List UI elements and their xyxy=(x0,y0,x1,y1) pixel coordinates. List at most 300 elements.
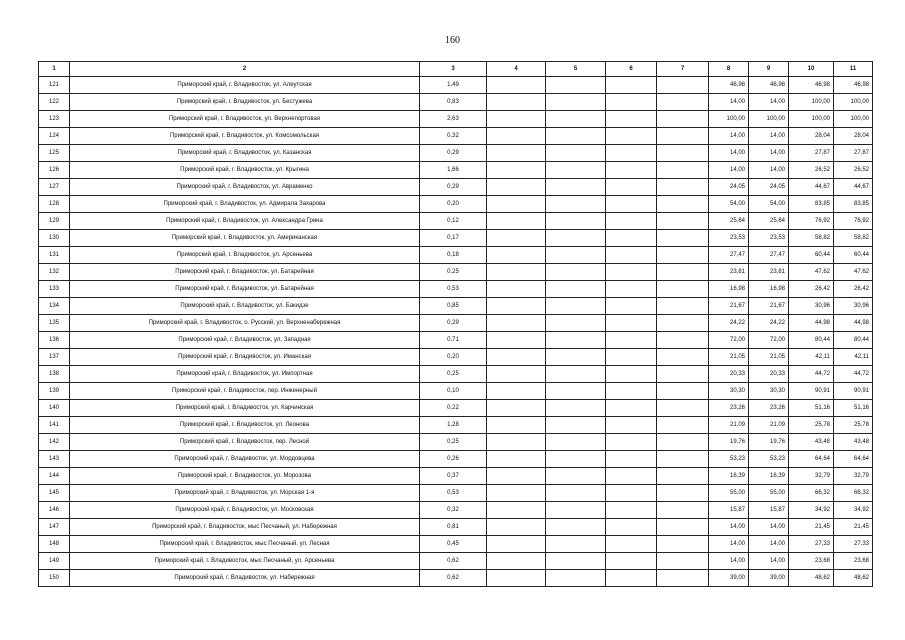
value-cell-9: 14,00 xyxy=(749,145,789,162)
value-cell-11: 47,62 xyxy=(834,264,873,281)
address-cell: Приморский край, г. Владивосток, ул. Алеутская xyxy=(70,77,420,94)
table-row xyxy=(39,349,873,366)
value-cell-9: 14,00 xyxy=(749,536,789,553)
address-cell: Приморский край, г. Владивосток, ул. Набережная xyxy=(70,570,420,587)
value-cell-3: 0,37 xyxy=(420,468,487,485)
empty-cell-6 xyxy=(606,264,657,281)
row-number-cell: 141 xyxy=(39,417,70,434)
value-cell-10: 46,98 xyxy=(789,77,834,94)
address-cell: Приморский край, г. Владивосток, ул. Комсомольская xyxy=(70,128,420,145)
value-cell-11: 25,78 xyxy=(834,417,873,434)
empty-cell-5 xyxy=(546,383,606,400)
table-row xyxy=(39,247,873,264)
table-row xyxy=(39,230,873,247)
address-cell: Приморский край, г. Владивосток, ул. Карчинская xyxy=(70,400,420,417)
value-cell-9: 27,47 xyxy=(749,247,789,264)
row-number-cell: 144 xyxy=(39,468,70,485)
empty-cell-6 xyxy=(606,298,657,315)
value-cell-9: 23,53 xyxy=(749,230,789,247)
value-cell-3: 0,71 xyxy=(420,332,487,349)
empty-cell-6 xyxy=(606,451,657,468)
value-cell-11: 43,48 xyxy=(834,434,873,451)
value-cell-3: 0,53 xyxy=(420,281,487,298)
value-cell-3: 0,83 xyxy=(420,94,487,111)
empty-cell-5 xyxy=(546,332,606,349)
value-cell-8: 46,98 xyxy=(709,77,749,94)
column-header-8: 8 xyxy=(709,62,749,77)
value-cell-10: 26,42 xyxy=(789,281,834,298)
empty-cell-6 xyxy=(606,383,657,400)
empty-cell-7 xyxy=(657,77,709,94)
empty-cell-6 xyxy=(606,77,657,94)
empty-cell-6 xyxy=(606,179,657,196)
table-row xyxy=(39,519,873,536)
empty-cell-7 xyxy=(657,451,709,468)
row-number-cell: 133 xyxy=(39,281,70,298)
value-cell-11: 32,79 xyxy=(834,468,873,485)
value-cell-11: 27,33 xyxy=(834,536,873,553)
value-cell-11: 30,96 xyxy=(834,298,873,315)
value-cell-3: 0,22 xyxy=(420,400,487,417)
row-number-cell: 136 xyxy=(39,332,70,349)
empty-cell-7 xyxy=(657,145,709,162)
value-cell-3: 0,12 xyxy=(420,213,487,230)
value-cell-3: 0,17 xyxy=(420,230,487,247)
empty-cell-7 xyxy=(657,179,709,196)
empty-cell-7 xyxy=(657,162,709,179)
value-cell-10: 34,92 xyxy=(789,502,834,519)
empty-cell-4 xyxy=(487,179,546,196)
value-cell-3: 0,29 xyxy=(420,315,487,332)
empty-cell-6 xyxy=(606,502,657,519)
column-header-1: 1 xyxy=(39,62,70,77)
empty-cell-4 xyxy=(487,383,546,400)
row-number-cell: 150 xyxy=(39,570,70,587)
empty-cell-6 xyxy=(606,417,657,434)
value-cell-3: 0,29 xyxy=(420,145,487,162)
empty-cell-7 xyxy=(657,230,709,247)
value-cell-10: 48,62 xyxy=(789,570,834,587)
row-number-cell: 142 xyxy=(39,434,70,451)
empty-cell-6 xyxy=(606,570,657,587)
empty-cell-6 xyxy=(606,366,657,383)
value-cell-8: 20,33 xyxy=(709,366,749,383)
data-table xyxy=(38,61,873,587)
value-cell-3: 0,18 xyxy=(420,247,487,264)
empty-cell-5 xyxy=(546,485,606,502)
table-row xyxy=(39,400,873,417)
value-cell-10: 26,52 xyxy=(789,162,834,179)
value-cell-3: 0,62 xyxy=(420,570,487,587)
empty-cell-4 xyxy=(487,451,546,468)
empty-cell-6 xyxy=(606,400,657,417)
empty-cell-7 xyxy=(657,400,709,417)
address-cell: Приморский край, г. Владивосток, ул. Батарейная xyxy=(70,281,420,298)
value-cell-11: 66,32 xyxy=(834,485,873,502)
value-cell-9: 21,67 xyxy=(749,298,789,315)
empty-cell-4 xyxy=(487,162,546,179)
empty-cell-5 xyxy=(546,519,606,536)
value-cell-11: 51,16 xyxy=(834,400,873,417)
value-cell-8: 14,00 xyxy=(709,553,749,570)
value-cell-8: 21,05 xyxy=(709,349,749,366)
empty-cell-4 xyxy=(487,145,546,162)
empty-cell-4 xyxy=(487,536,546,553)
column-header-11: 11 xyxy=(834,62,873,77)
value-cell-3: 1,28 xyxy=(420,417,487,434)
table-row xyxy=(39,451,873,468)
empty-cell-5 xyxy=(546,400,606,417)
value-cell-9: 23,26 xyxy=(749,400,789,417)
row-number-cell: 129 xyxy=(39,213,70,230)
address-cell: Приморский край, г. Владивосток, ул. Бакидзе xyxy=(70,298,420,315)
address-cell: Приморский край, г. Владивосток, ул. Крыгина xyxy=(70,162,420,179)
value-cell-8: 14,00 xyxy=(709,128,749,145)
empty-cell-5 xyxy=(546,247,606,264)
value-cell-11: 27,87 xyxy=(834,145,873,162)
value-cell-10: 32,79 xyxy=(789,468,834,485)
empty-cell-5 xyxy=(546,179,606,196)
address-cell: Приморский край, г. Владивосток, мыс Песчаный, ул. Лесная xyxy=(70,536,420,553)
empty-cell-6 xyxy=(606,434,657,451)
value-cell-11: 34,92 xyxy=(834,502,873,519)
empty-cell-4 xyxy=(487,553,546,570)
empty-cell-4 xyxy=(487,247,546,264)
address-cell: Приморский край, г. Владивосток, ул. Батарейная xyxy=(70,264,420,281)
empty-cell-6 xyxy=(606,196,657,213)
empty-cell-5 xyxy=(546,417,606,434)
value-cell-9: 16,98 xyxy=(749,281,789,298)
empty-cell-4 xyxy=(487,485,546,502)
value-cell-10: 30,96 xyxy=(789,298,834,315)
empty-cell-4 xyxy=(487,400,546,417)
column-header-2: 2 xyxy=(70,62,420,77)
value-cell-10: 66,32 xyxy=(789,485,834,502)
row-number-cell: 123 xyxy=(39,111,70,128)
empty-cell-7 xyxy=(657,332,709,349)
value-cell-11: 26,42 xyxy=(834,281,873,298)
value-cell-10: 83,85 xyxy=(789,196,834,213)
empty-cell-4 xyxy=(487,230,546,247)
empty-cell-7 xyxy=(657,213,709,230)
row-number-cell: 145 xyxy=(39,485,70,502)
empty-cell-4 xyxy=(487,264,546,281)
value-cell-8: 23,26 xyxy=(709,400,749,417)
value-cell-9: 100,00 xyxy=(749,111,789,128)
value-cell-9: 14,00 xyxy=(749,553,789,570)
empty-cell-6 xyxy=(606,485,657,502)
empty-cell-4 xyxy=(487,366,546,383)
row-number-cell: 143 xyxy=(39,451,70,468)
empty-cell-4 xyxy=(487,570,546,587)
empty-cell-6 xyxy=(606,145,657,162)
value-cell-8: 16,98 xyxy=(709,281,749,298)
table-row xyxy=(39,162,873,179)
table-row xyxy=(39,264,873,281)
table-row xyxy=(39,417,873,434)
empty-cell-4 xyxy=(487,77,546,94)
value-cell-9: 53,23 xyxy=(749,451,789,468)
empty-cell-5 xyxy=(546,230,606,247)
table-row xyxy=(39,145,873,162)
table-row xyxy=(39,383,873,400)
row-number-cell: 147 xyxy=(39,519,70,536)
value-cell-11: 44,98 xyxy=(834,315,873,332)
value-cell-10: 25,78 xyxy=(789,417,834,434)
value-cell-10: 64,64 xyxy=(789,451,834,468)
table-row xyxy=(39,468,873,485)
value-cell-8: 100,00 xyxy=(709,111,749,128)
value-cell-9: 14,00 xyxy=(749,519,789,536)
empty-cell-5 xyxy=(546,264,606,281)
value-cell-11: 48,62 xyxy=(834,570,873,587)
value-cell-11: 64,64 xyxy=(834,451,873,468)
address-cell: Приморский край, г. Владивосток, ул. Морская 1-я xyxy=(70,485,420,502)
row-number-cell: 127 xyxy=(39,179,70,196)
address-cell: Приморский край, г. Владивосток, ул. Леонова xyxy=(70,417,420,434)
empty-cell-7 xyxy=(657,315,709,332)
value-cell-8: 27,47 xyxy=(709,247,749,264)
column-header-5: 5 xyxy=(546,62,606,77)
empty-cell-4 xyxy=(487,128,546,145)
table-body xyxy=(39,77,873,587)
table-row xyxy=(39,366,873,383)
empty-cell-4 xyxy=(487,281,546,298)
column-header-4: 4 xyxy=(487,62,546,77)
value-cell-11: 83,85 xyxy=(834,196,873,213)
address-cell: Приморский край, г. Владивосток, ул. Авраменко xyxy=(70,179,420,196)
row-number-cell: 126 xyxy=(39,162,70,179)
value-cell-9: 19,76 xyxy=(749,434,789,451)
value-cell-3: 0,32 xyxy=(420,502,487,519)
empty-cell-4 xyxy=(487,196,546,213)
value-cell-8: 30,30 xyxy=(709,383,749,400)
empty-cell-5 xyxy=(546,502,606,519)
value-cell-3: 0,32 xyxy=(420,128,487,145)
row-number-cell: 135 xyxy=(39,315,70,332)
column-header-3: 3 xyxy=(420,62,487,77)
empty-cell-7 xyxy=(657,111,709,128)
empty-cell-6 xyxy=(606,128,657,145)
address-cell: Приморский край, г. Владивосток, о. Русский, ул. Верхненабережная xyxy=(70,315,420,332)
table-row xyxy=(39,315,873,332)
value-cell-8: 24,05 xyxy=(709,179,749,196)
value-cell-9: 23,81 xyxy=(749,264,789,281)
value-cell-8: 14,00 xyxy=(709,162,749,179)
column-header-10: 10 xyxy=(789,62,834,77)
empty-cell-4 xyxy=(487,349,546,366)
value-cell-10: 100,00 xyxy=(789,94,834,111)
value-cell-11: 100,00 xyxy=(834,94,873,111)
value-cell-8: 24,22 xyxy=(709,315,749,332)
value-cell-8: 23,81 xyxy=(709,264,749,281)
empty-cell-7 xyxy=(657,298,709,315)
empty-cell-7 xyxy=(657,485,709,502)
empty-cell-5 xyxy=(546,451,606,468)
value-cell-10: 27,33 xyxy=(789,536,834,553)
empty-cell-5 xyxy=(546,366,606,383)
row-number-cell: 125 xyxy=(39,145,70,162)
empty-cell-6 xyxy=(606,349,657,366)
address-cell: Приморский край, г. Владивосток, ул. Американская xyxy=(70,230,420,247)
row-number-cell: 146 xyxy=(39,502,70,519)
empty-cell-6 xyxy=(606,315,657,332)
value-cell-8: 21,09 xyxy=(709,417,749,434)
value-cell-11: 60,44 xyxy=(834,247,873,264)
value-cell-3: 0,53 xyxy=(420,485,487,502)
row-number-cell: 149 xyxy=(39,553,70,570)
table-row xyxy=(39,77,873,94)
value-cell-3: 0,81 xyxy=(420,519,487,536)
value-cell-9: 30,30 xyxy=(749,383,789,400)
row-number-cell: 138 xyxy=(39,366,70,383)
address-cell: Приморский край, г. Владивосток, пер. Инженерный xyxy=(70,383,420,400)
value-cell-9: 24,05 xyxy=(749,179,789,196)
value-cell-9: 25,64 xyxy=(749,213,789,230)
empty-cell-6 xyxy=(606,162,657,179)
value-cell-8: 21,67 xyxy=(709,298,749,315)
value-cell-9: 21,05 xyxy=(749,349,789,366)
table-row xyxy=(39,128,873,145)
value-cell-9: 54,00 xyxy=(749,196,789,213)
empty-cell-7 xyxy=(657,94,709,111)
empty-cell-6 xyxy=(606,111,657,128)
address-cell: Приморский край, г. Владивосток, ул. Казанская xyxy=(70,145,420,162)
empty-cell-7 xyxy=(657,519,709,536)
empty-cell-4 xyxy=(487,111,546,128)
empty-cell-4 xyxy=(487,213,546,230)
value-cell-8: 55,00 xyxy=(709,485,749,502)
empty-cell-5 xyxy=(546,213,606,230)
empty-cell-7 xyxy=(657,349,709,366)
value-cell-11: 44,67 xyxy=(834,179,873,196)
value-cell-8: 72,00 xyxy=(709,332,749,349)
value-cell-3: 0,62 xyxy=(420,553,487,570)
address-cell: Приморский край, г. Владивосток, ул. Адмирала Захарова xyxy=(70,196,420,213)
column-header-7: 7 xyxy=(657,62,709,77)
value-cell-10: 42,11 xyxy=(789,349,834,366)
value-cell-3: 0,10 xyxy=(420,383,487,400)
value-cell-8: 19,76 xyxy=(709,434,749,451)
empty-cell-4 xyxy=(487,519,546,536)
page-number: 160 xyxy=(445,35,460,46)
row-number-cell: 137 xyxy=(39,349,70,366)
value-cell-10: 43,48 xyxy=(789,434,834,451)
row-number-cell: 139 xyxy=(39,383,70,400)
address-cell: Приморский край, г. Владивосток, мыс Песчаный, ул. Арсеньева xyxy=(70,553,420,570)
value-cell-10: 28,04 xyxy=(789,128,834,145)
table-row xyxy=(39,332,873,349)
address-cell: Приморский край, г. Владивосток, ул. Западная xyxy=(70,332,420,349)
empty-cell-5 xyxy=(546,536,606,553)
value-cell-9: 14,00 xyxy=(749,162,789,179)
value-cell-9: 20,33 xyxy=(749,366,789,383)
table-row xyxy=(39,485,873,502)
empty-cell-7 xyxy=(657,468,709,485)
row-number-cell: 124 xyxy=(39,128,70,145)
empty-cell-6 xyxy=(606,553,657,570)
address-cell: Приморский край, г. Владивосток, мыс Песчаный, ул. Набережная xyxy=(70,519,420,536)
value-cell-3: 0,29 xyxy=(420,179,487,196)
table-row xyxy=(39,196,873,213)
value-cell-3: 0,26 xyxy=(420,451,487,468)
empty-cell-5 xyxy=(546,162,606,179)
empty-cell-6 xyxy=(606,230,657,247)
value-cell-10: 58,82 xyxy=(789,230,834,247)
value-cell-3: 0,45 xyxy=(420,536,487,553)
empty-cell-7 xyxy=(657,502,709,519)
empty-cell-5 xyxy=(546,77,606,94)
value-cell-9: 15,87 xyxy=(749,502,789,519)
empty-cell-5 xyxy=(546,434,606,451)
value-cell-10: 80,44 xyxy=(789,332,834,349)
value-cell-10: 44,98 xyxy=(789,315,834,332)
value-cell-11: 44,72 xyxy=(834,366,873,383)
row-number-cell: 131 xyxy=(39,247,70,264)
empty-cell-4 xyxy=(487,298,546,315)
empty-cell-7 xyxy=(657,247,709,264)
address-cell: Приморский край, г. Владивосток, ул. Верхнепортовая xyxy=(70,111,420,128)
empty-cell-7 xyxy=(657,434,709,451)
empty-cell-7 xyxy=(657,553,709,570)
empty-cell-5 xyxy=(546,570,606,587)
table-row xyxy=(39,179,873,196)
empty-cell-7 xyxy=(657,366,709,383)
value-cell-3: 0,85 xyxy=(420,298,487,315)
address-cell: Приморский край, г. Владивосток, ул. Мордовцева xyxy=(70,451,420,468)
value-cell-9: 14,00 xyxy=(749,128,789,145)
value-cell-9: 14,00 xyxy=(749,94,789,111)
value-cell-8: 14,00 xyxy=(709,519,749,536)
empty-cell-5 xyxy=(546,196,606,213)
table-header-row xyxy=(39,62,873,77)
empty-cell-6 xyxy=(606,94,657,111)
address-cell: Приморский край, г. Владивосток, пер. Лесной xyxy=(70,434,420,451)
row-number-cell: 128 xyxy=(39,196,70,213)
value-cell-3: 0,25 xyxy=(420,366,487,383)
value-cell-10: 90,91 xyxy=(789,383,834,400)
empty-cell-4 xyxy=(487,315,546,332)
row-number-cell: 130 xyxy=(39,230,70,247)
value-cell-3: 0,20 xyxy=(420,349,487,366)
empty-cell-5 xyxy=(546,349,606,366)
value-cell-8: 16,39 xyxy=(709,468,749,485)
empty-cell-5 xyxy=(546,128,606,145)
value-cell-11: 42,11 xyxy=(834,349,873,366)
value-cell-10: 100,00 xyxy=(789,111,834,128)
empty-cell-7 xyxy=(657,281,709,298)
value-cell-10: 60,44 xyxy=(789,247,834,264)
empty-cell-4 xyxy=(487,468,546,485)
row-number-cell: 121 xyxy=(39,77,70,94)
address-cell: Приморский край, г. Владивосток, ул. Импортная xyxy=(70,366,420,383)
value-cell-9: 16,39 xyxy=(749,468,789,485)
value-cell-11: 90,91 xyxy=(834,383,873,400)
address-cell: Приморский край, г. Владивосток, ул. Морозова xyxy=(70,468,420,485)
column-header-9: 9 xyxy=(749,62,789,77)
value-cell-3: 1,49 xyxy=(420,77,487,94)
table-row xyxy=(39,570,873,587)
row-number-cell: 134 xyxy=(39,298,70,315)
table-row xyxy=(39,213,873,230)
value-cell-10: 51,16 xyxy=(789,400,834,417)
table-row xyxy=(39,281,873,298)
empty-cell-6 xyxy=(606,281,657,298)
table-row xyxy=(39,111,873,128)
empty-cell-5 xyxy=(546,281,606,298)
empty-cell-7 xyxy=(657,536,709,553)
empty-cell-5 xyxy=(546,315,606,332)
